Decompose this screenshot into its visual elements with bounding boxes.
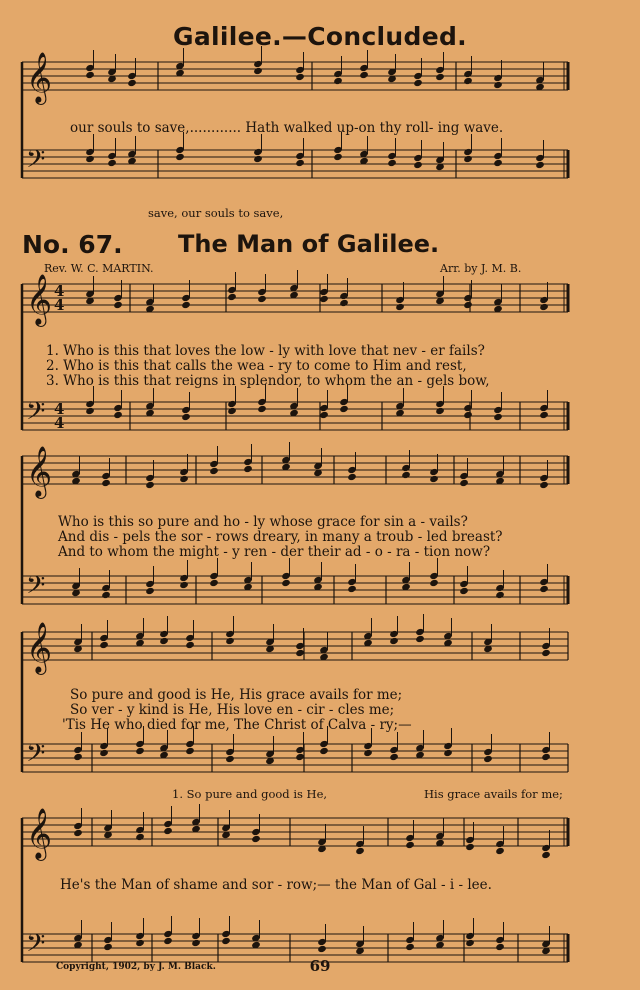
hymn-number: No. 67. [22,230,123,259]
note-head [225,755,235,763]
verse-line-2: And dis - pels the sor - rows dreary, in many a troub - led breast? [58,529,503,545]
note-head [159,637,169,645]
note-head [541,753,551,761]
time-signature: 4 [54,400,65,418]
note-head [295,159,305,167]
note-head [145,481,155,489]
note-head [435,407,445,415]
note-head [135,833,145,841]
continuation-lyric: our souls to save,............ Hath walked up-on thy roll- ing wave. [70,120,504,136]
bass-clef-icon: 𝄢 [26,929,46,964]
verse-line-3: 3. Who is this that reigns in splendor, to whom the an - gels bow, [46,373,490,389]
note-head [101,591,111,599]
note-head [85,155,95,163]
note-head [73,829,83,837]
note-head [405,943,415,951]
note-head [281,579,291,587]
note-head [99,641,109,649]
note-head [319,295,329,303]
note-head [113,411,123,419]
note-head [243,465,253,473]
note-head [413,161,423,169]
note-head [401,471,411,479]
treble-clef-icon: 𝄞 [26,274,53,325]
continuation-bass-lyric: save, our souls to save, [148,206,284,220]
note-head [209,579,219,587]
note-head [493,413,503,421]
verse-line-3: And to whom the might - y ren - der their ad - o - ra - tion now? [58,544,491,560]
note-head [339,405,349,413]
note-head [495,591,505,599]
note-head [389,753,399,761]
note-head [253,67,263,75]
note-head [227,293,237,301]
note-head [363,749,373,757]
time-signature: 4 [54,414,65,432]
treble-clef-icon: 𝄞 [26,52,53,103]
note-head [319,411,329,419]
hymn-title: The Man of Galilee. [178,230,440,258]
note-head [317,945,327,953]
note-head [541,851,551,859]
note-head [185,747,195,755]
note-head [463,155,473,163]
note-head [163,937,173,945]
verse-line-2: So ver - y kind is He, His love en - cir - cles me; [70,702,395,718]
note-head [333,77,343,85]
note-head [539,411,549,419]
note-head [181,413,191,421]
verse-line-1: Who is this so pure and ho - ly whose grace for sin a - vails? [58,514,468,530]
note-head [257,295,267,303]
note-head [85,71,95,79]
treble-clef-icon: 𝄞 [26,622,53,673]
note-head [251,835,261,843]
note-head [295,73,305,81]
note-head [463,411,473,419]
note-head [459,479,469,487]
note-head [415,635,425,643]
note-head [175,153,185,161]
verse-line-1: He's the Man of shame and sor - row;— the Man of Gal - i - lee. [60,877,492,893]
note-head [429,579,439,587]
note-head [359,71,369,79]
note-head [541,649,551,657]
note-head [145,587,155,595]
note-head [493,81,503,89]
note-head [253,155,263,163]
note-head [539,481,549,489]
note-head [185,641,195,649]
note-head [483,755,493,763]
note-head [295,753,305,761]
bass-lyric-right: His grace avails for me; [424,787,563,801]
time-signature: 4 [54,282,65,300]
note-head [209,467,219,475]
verse-line-3: 'Tis He who died for me, The Christ of Calva - ry;— [62,717,412,733]
treble-clef-icon: 𝄞 [26,446,53,497]
note-head [435,73,445,81]
bass-clef-icon: 𝄢 [26,397,46,432]
verse-line-2: 2. Who is this that calls the wea - ry to come to Him and rest, [46,358,467,374]
note-head [539,585,549,593]
note-head [347,473,357,481]
note-head [413,79,423,87]
note-head [73,753,83,761]
note-head [495,943,505,951]
note-head [395,303,405,311]
copyright: Copyright, 1902, by J. M. Black. [56,962,216,972]
note-head [135,747,145,755]
time-signature: 4 [54,296,65,314]
note-head [339,299,349,307]
note-head [257,405,267,413]
note-head [459,587,469,595]
note-head [179,475,189,483]
note-head [295,649,305,657]
note-head [387,159,397,167]
note-head [103,943,113,951]
note-head [163,827,173,835]
note-head [535,161,545,169]
note-head [99,749,109,757]
page-title: Galilee.—Concluded. [173,22,467,51]
bass-lyric-left: 1. So pure and good is He, [172,787,328,801]
bass-clef-icon: 𝄢 [26,145,46,180]
note-head [463,77,473,85]
note-head [221,937,231,945]
note-head [429,475,439,483]
note-head [389,637,399,645]
note-head [85,407,95,415]
hymn-author: Rev. W. C. MARTIN. [44,262,154,275]
treble-clef-icon: 𝄞 [26,808,53,859]
note-head [405,841,415,849]
bass-clef-icon: 𝄢 [26,739,46,774]
note-head [443,749,453,757]
note-head [319,747,329,755]
note-head [181,301,191,309]
note-head [333,153,343,161]
note-head [355,847,365,855]
verse-line-1: 1. Who is this that loves the low - ly with love that nev - er fails? [46,343,485,359]
note-head [127,79,137,87]
note-head [107,159,117,167]
note-head [135,939,145,947]
note-head [465,939,475,947]
note-head [465,843,475,851]
bass-clef-icon: 𝄢 [26,571,46,606]
note-head [113,301,123,309]
note-head [225,637,235,645]
verse-line-1: So pure and good is He, His grace avails for me; [70,687,403,703]
page-number: 69 [309,957,331,975]
note-head [191,939,201,947]
note-head [539,303,549,311]
note-head [227,407,237,415]
note-head [493,159,503,167]
note-head [347,585,357,593]
note-head [179,581,189,589]
hymn-arranger: Arr. by J. M. B. [440,262,522,275]
note-head [463,301,473,309]
note-head [495,847,505,855]
note-head [101,479,111,487]
